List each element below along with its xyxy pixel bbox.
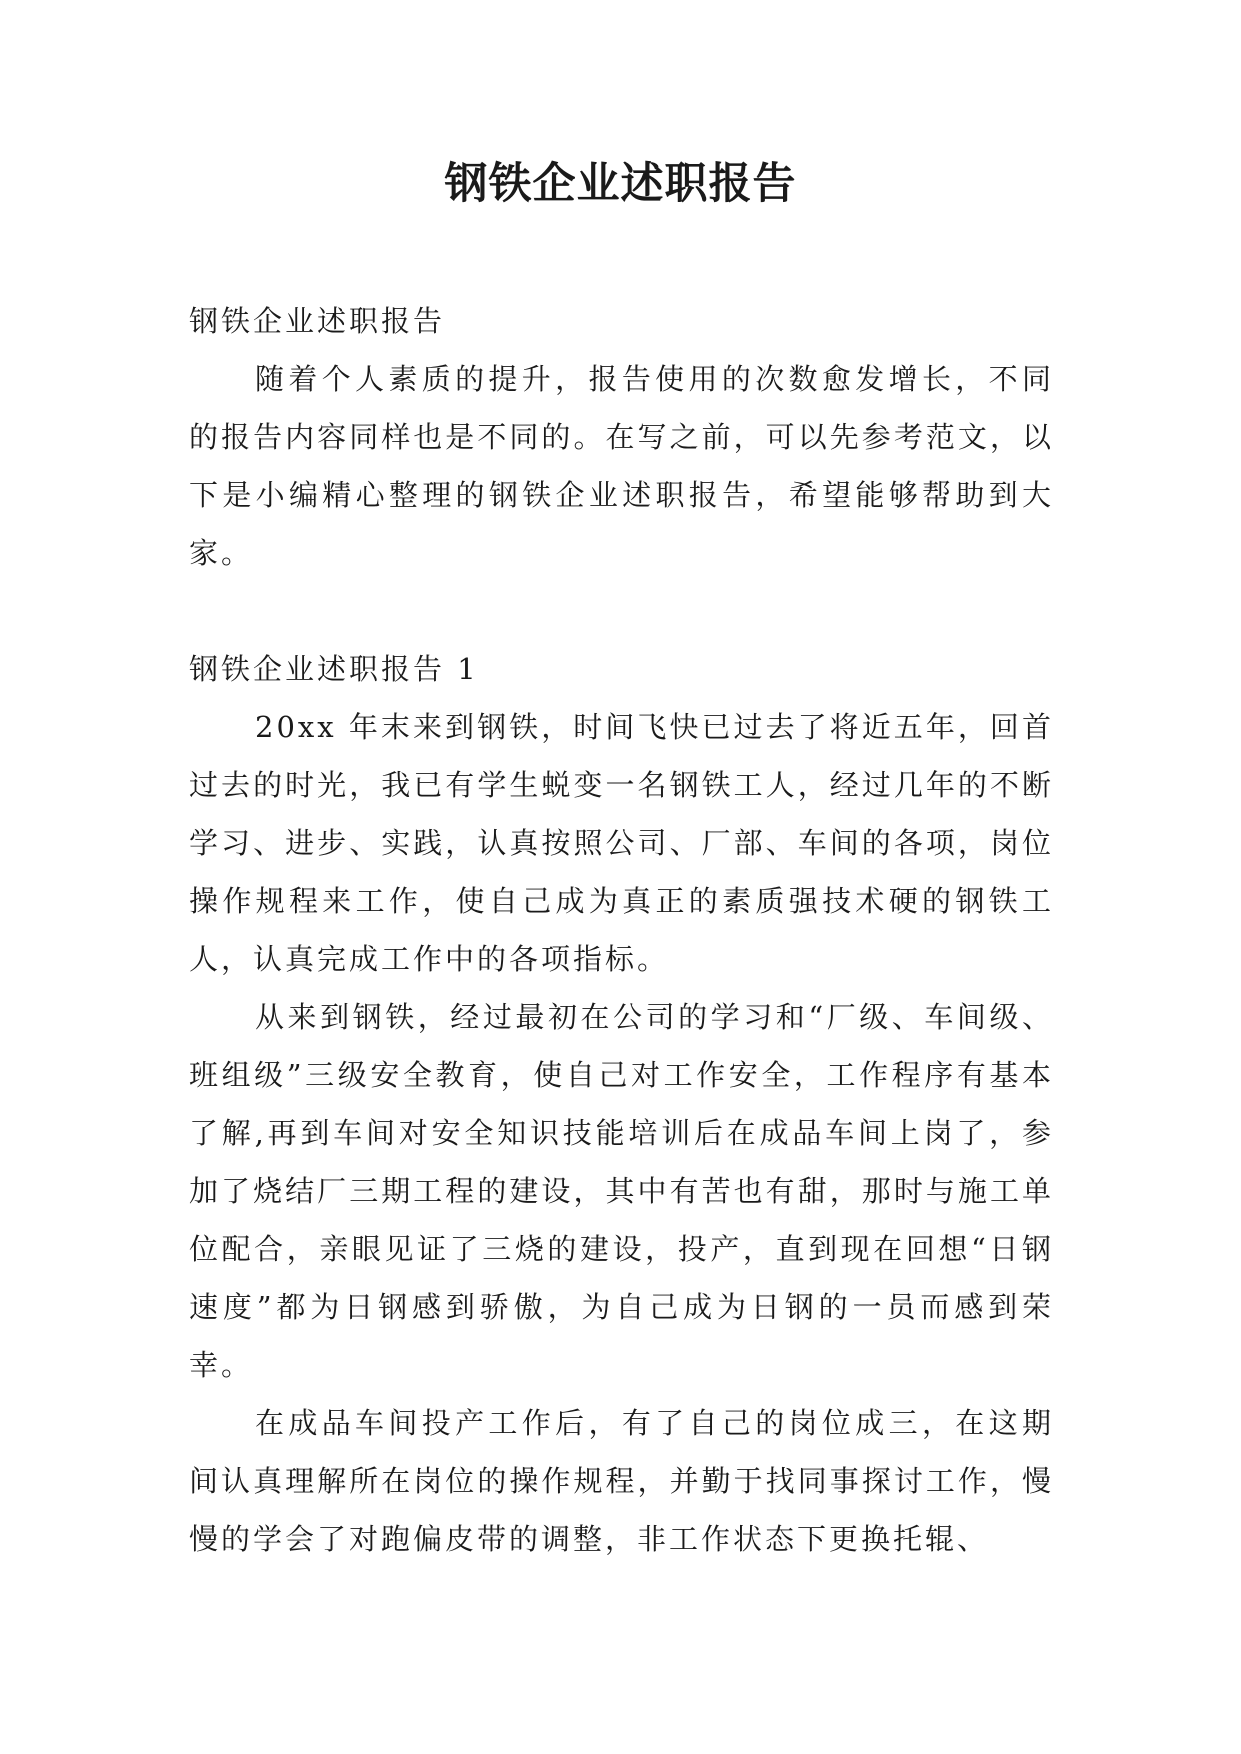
section-heading: 钢铁企业述职报告 1 [189,652,479,686]
body-paragraph: 在成品车间投产工作后，有了自己的岗位成三，在这期间认真理解所在岗位的操作规程，并勤于找同事探讨工作，慢慢的学会了对跑偏皮带的调整，非工作状态下更换托辊、 [189,1406,1054,1556]
body-paragraph: 从来到钢铁，经过最初在公司的学习和“厂级、车间级、班组级”三级安全教育，使自己对工作安全，工作程序有基本了解,再到车间对安全知识技能培训后在成品车间上岗了，参加了烧结厂三期工程的建设，其中有苦也有甜，那时与施工单位配合，亲眼见证了三烧的建设，投产，直到现在回想“日钢速度”都为日钢感到骄傲，为自己成为日钢的一员而感到荣幸。 [189,1000,1054,1382]
intro-paragraph: 随着个人素质的提升，报告使用的次数愈发增长，不同的报告内容同样也是不同的。在写之前，可以先参考范文，以下是小编精心整理的钢铁企业述职报告，希望能够帮助到大家。 [189,362,1054,570]
subtitle: 钢铁企业述职报告 [189,304,446,338]
document-title: 钢铁企业述职报告 [444,159,797,209]
spacer [189,582,1054,640]
body-paragraph: 20xx 年末来到钢铁，时间飞快已过去了将近五年，回首过去的时光，我已有学生蜕变一名钢铁工人，经过几年的不断学习、进步、实践，认真按照公司、厂部、车间的各项，岗位操作规程来工作，使自己成为真正的素质强技术硬的钢铁工人，认真完成工作中的各项指标。 [189,710,1054,976]
document-body [189,292,1054,1568]
